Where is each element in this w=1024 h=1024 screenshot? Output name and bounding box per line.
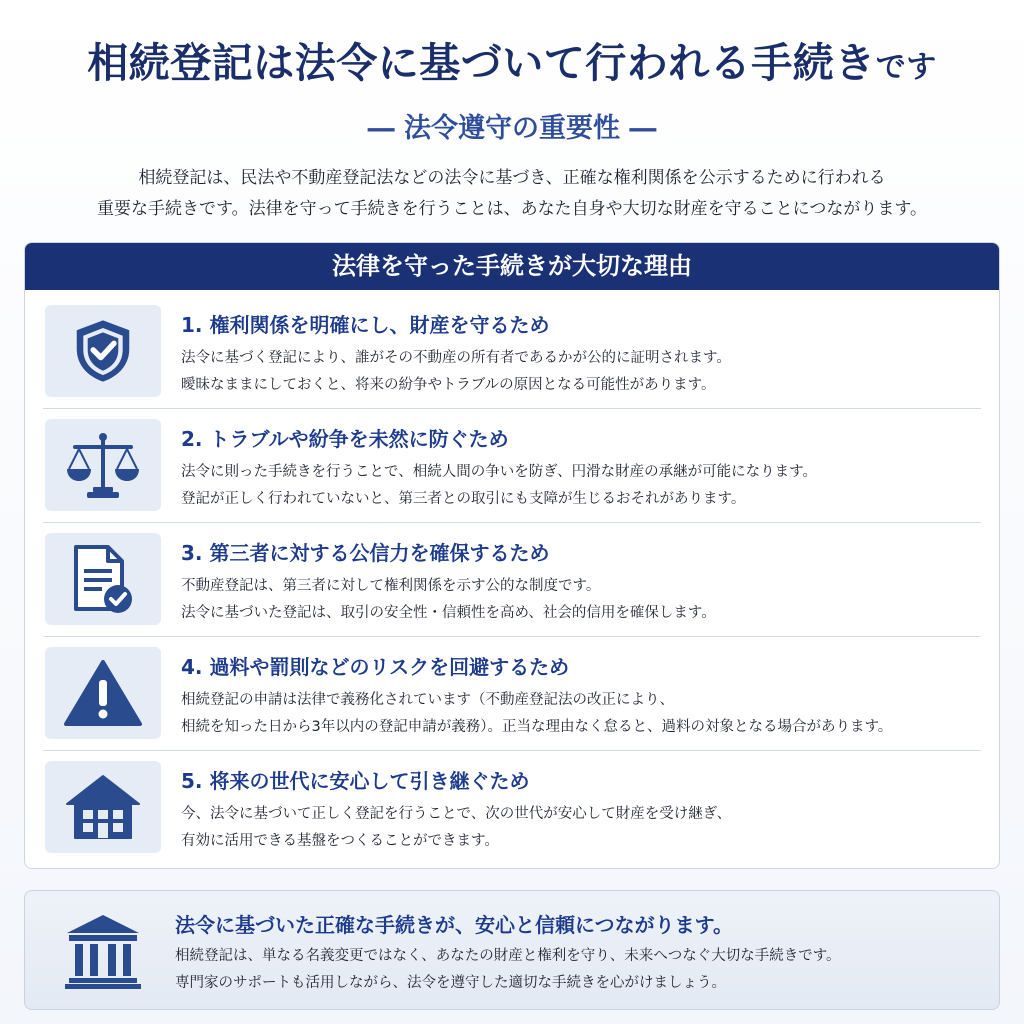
reasons-header: 法律を守った手続きが大切な理由 — [25, 243, 999, 290]
reason-item-4 — [43, 637, 981, 751]
reason-text-line-2: 相続を知った日から3年以内の登記申請が義務）。正当な理由なく怠ると、過料の対象となる場合があります。 — [181, 719, 893, 735]
shield-check-icon — [45, 305, 161, 397]
summary-text-line-1: 相続登記は、単なる名義変更ではなく、あなたの財産と権利を守り、未来へつなぐ大切な手続きです。 — [175, 948, 841, 964]
reason-heading: 1. 権利関係を明確にし、財産を守るため — [181, 313, 550, 337]
house-icon — [45, 761, 161, 853]
reason-text-line-1: 法令に基づく登記により、誰がその不動産の所有者であるかが公的に証明されます。 — [181, 350, 731, 366]
reason-text — [181, 459, 817, 513]
reason-text-line-1: 相続登記の申請は法律で義務化されています（不動産登記法の改正により、 — [181, 692, 674, 708]
reason-text — [181, 573, 716, 627]
reason-item-3 — [43, 523, 981, 637]
reason-heading: 5. 将来の世代に安心して引き継ぐため — [181, 769, 530, 793]
intro-text — [20, 163, 1004, 225]
intro-line-2: 重要な手続きです。法律を守って手続きを行うことは、あなた自身や大切な財産を守ることにつながります。 — [97, 199, 927, 219]
reason-text — [181, 345, 731, 399]
reasons-panel — [24, 242, 1000, 869]
document-check-icon — [45, 533, 161, 625]
reason-text-line-1: 今、法令に基づいて正しく登記を行うことで、次の世代が安心して財産を受け継ぎ、 — [181, 806, 732, 822]
title-main: 相続登記は法令に基づいて行われる手続き — [87, 39, 876, 87]
intro-line-1: 相続登記は、民法や不動産登記法などの法令に基づき、正確な権利関係を公示するために行われる — [138, 168, 886, 188]
page-title — [0, 30, 1024, 89]
summary-heading: 法令に基づいた正確な手続きが、安心と信頼につながります。 — [175, 913, 733, 937]
reason-item-2 — [43, 409, 981, 523]
reason-text-line-2: 曖昧なままにしておくと、将来の紛争やトラブルの原因となる可能性があります。 — [181, 377, 716, 393]
page-subtitle: ― 法令遵守の重要性 ― — [367, 113, 657, 144]
reason-text-line-1: 不動産登記は、第三者に対して権利関係を示す公的な制度です。 — [181, 578, 601, 594]
reason-text-line-2: 有効に活用できる基盤をつくることができます。 — [181, 833, 499, 849]
summary-text — [175, 943, 841, 997]
reason-heading: 2. トラブルや紛争を未然に防ぐため — [181, 427, 509, 451]
reason-heading: 4. 過料や罰則などのリスクを回避するため — [181, 655, 570, 679]
reason-text-line-1: 法令に則った手続きを行うことで、相続人間の争いを防ぎ、円滑な財産の承継が可能になります。 — [181, 464, 817, 480]
reason-item-1 — [43, 295, 981, 409]
summary-panel — [24, 890, 1000, 1010]
scales-icon — [45, 419, 161, 511]
warning-icon — [45, 647, 161, 739]
reason-text — [181, 801, 731, 855]
reason-text — [181, 687, 892, 741]
title-suffix: です — [875, 50, 937, 85]
courthouse-icon — [63, 911, 143, 991]
reason-item-5 — [43, 751, 981, 865]
reason-text-line-2: 登記が正しく行われていないと、第三者との取引にも支障が生じるおそれがあります。 — [181, 491, 746, 507]
summary-text-line-2: 専門家のサポートも活用しながら、法令を遵守した適切な手続きを心がけましょう。 — [175, 975, 726, 991]
reason-heading: 3. 第三者に対する公信力を確保するため — [181, 541, 550, 565]
reason-text-line-2: 法令に基づいた登記は、取引の安全性・信頼性を高め、社会的信用を確保します。 — [181, 605, 716, 621]
